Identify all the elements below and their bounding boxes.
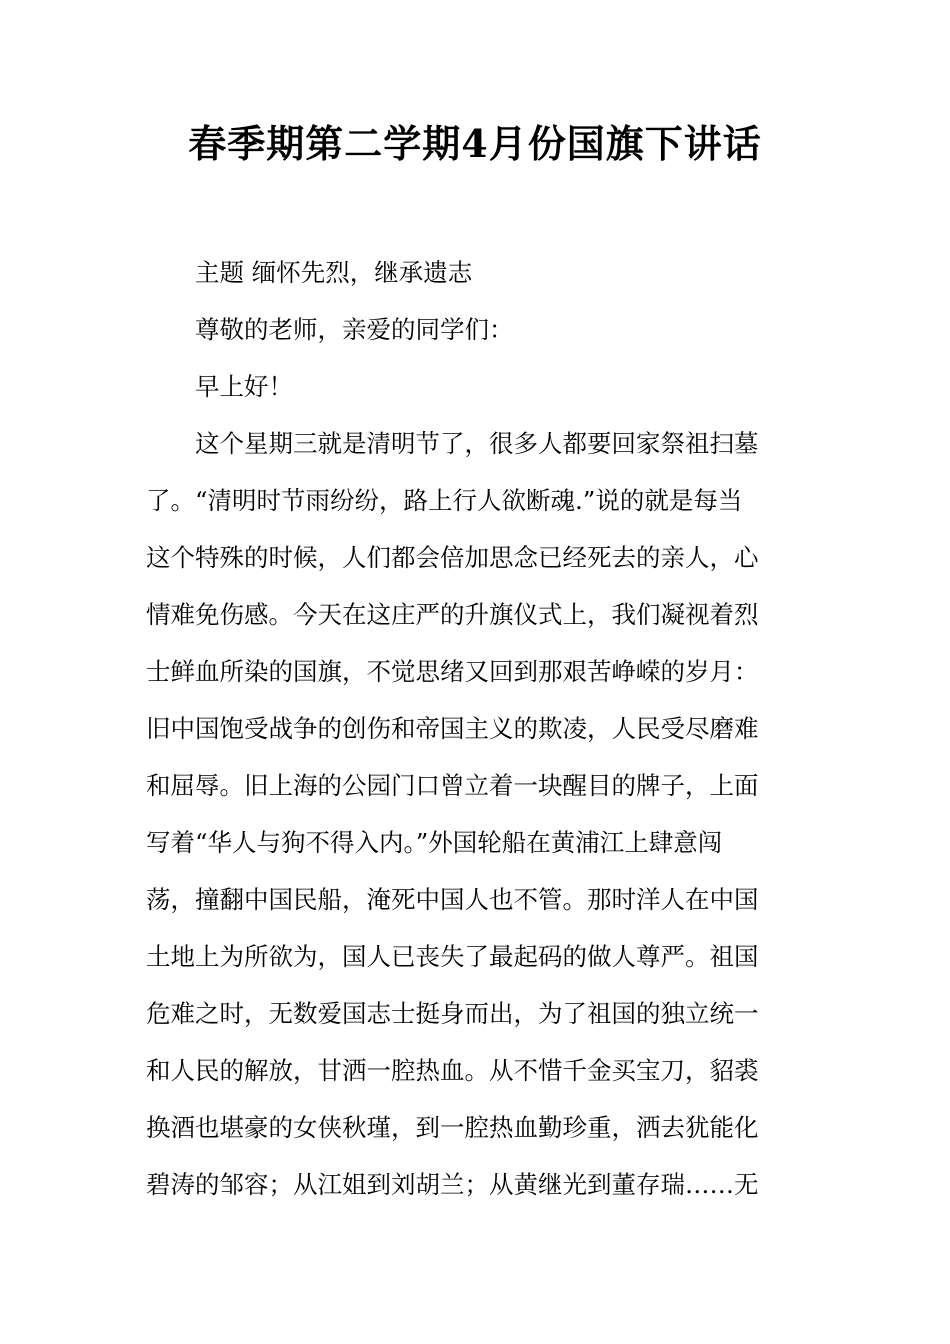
body-line: 士鲜血所染的国旗，不觉思绪又回到那艰苦峥嵘的岁月： — [146, 657, 759, 686]
body-line: 这个星期三就是清明节了，很多人都要回家祭祖扫墓 — [195, 429, 759, 458]
body-line: 碧涛的邹容；从江姐到刘胡兰；从黄继光到董存瑞……无 — [146, 1170, 759, 1199]
body-line: 了。“清明时节雨纷纷，路上行人欲断魂.”说的就是每当 — [146, 486, 743, 515]
body-line: 写着“华人与狗不得入内。”外国轮船在黄浦江上肆意闯 — [146, 828, 723, 857]
salutation-line: 尊敬的老师，亲爱的同学们： — [195, 315, 514, 344]
body-line: 这个特殊的时候，人们都会倍加思念已经死去的亲人，心 — [146, 543, 759, 572]
body-line: 和屈辱。旧上海的公园门口曾立着一块醒目的牌子，上面 — [146, 771, 759, 800]
body-line: 土地上为所欲为，国人已丧失了最起码的做人尊严。祖国 — [146, 942, 759, 971]
page-title: 春季期第二学期4月份国旗下讲话 — [188, 121, 762, 166]
body-line: 情难免伤感。今天在这庄严的升旗仪式上，我们凝视着烈 — [146, 600, 759, 629]
body-line: 换酒也堪豪的女侠秋瑾，到一腔热血勤珍重，洒去犹能化 — [146, 1113, 759, 1142]
body-line: 旧中国饱受战争的创伤和帝国主义的欺凌，人民受尽磨难 — [146, 714, 759, 743]
greeting-line: 早上好！ — [195, 372, 293, 401]
body-line: 危难之时，无数爱国志士挺身而出，为了祖国的独立统一 — [146, 999, 759, 1028]
body-line: 荡，撞翻中国民船，淹死中国人也不管。那时洋人在中国 — [146, 885, 759, 914]
topic-line: 主题 缅怀先烈，继承遗志 — [195, 258, 473, 287]
body-line: 和人民的解放，甘洒一腔热血。从不惜千金买宝刀，貂裘 — [146, 1056, 759, 1085]
